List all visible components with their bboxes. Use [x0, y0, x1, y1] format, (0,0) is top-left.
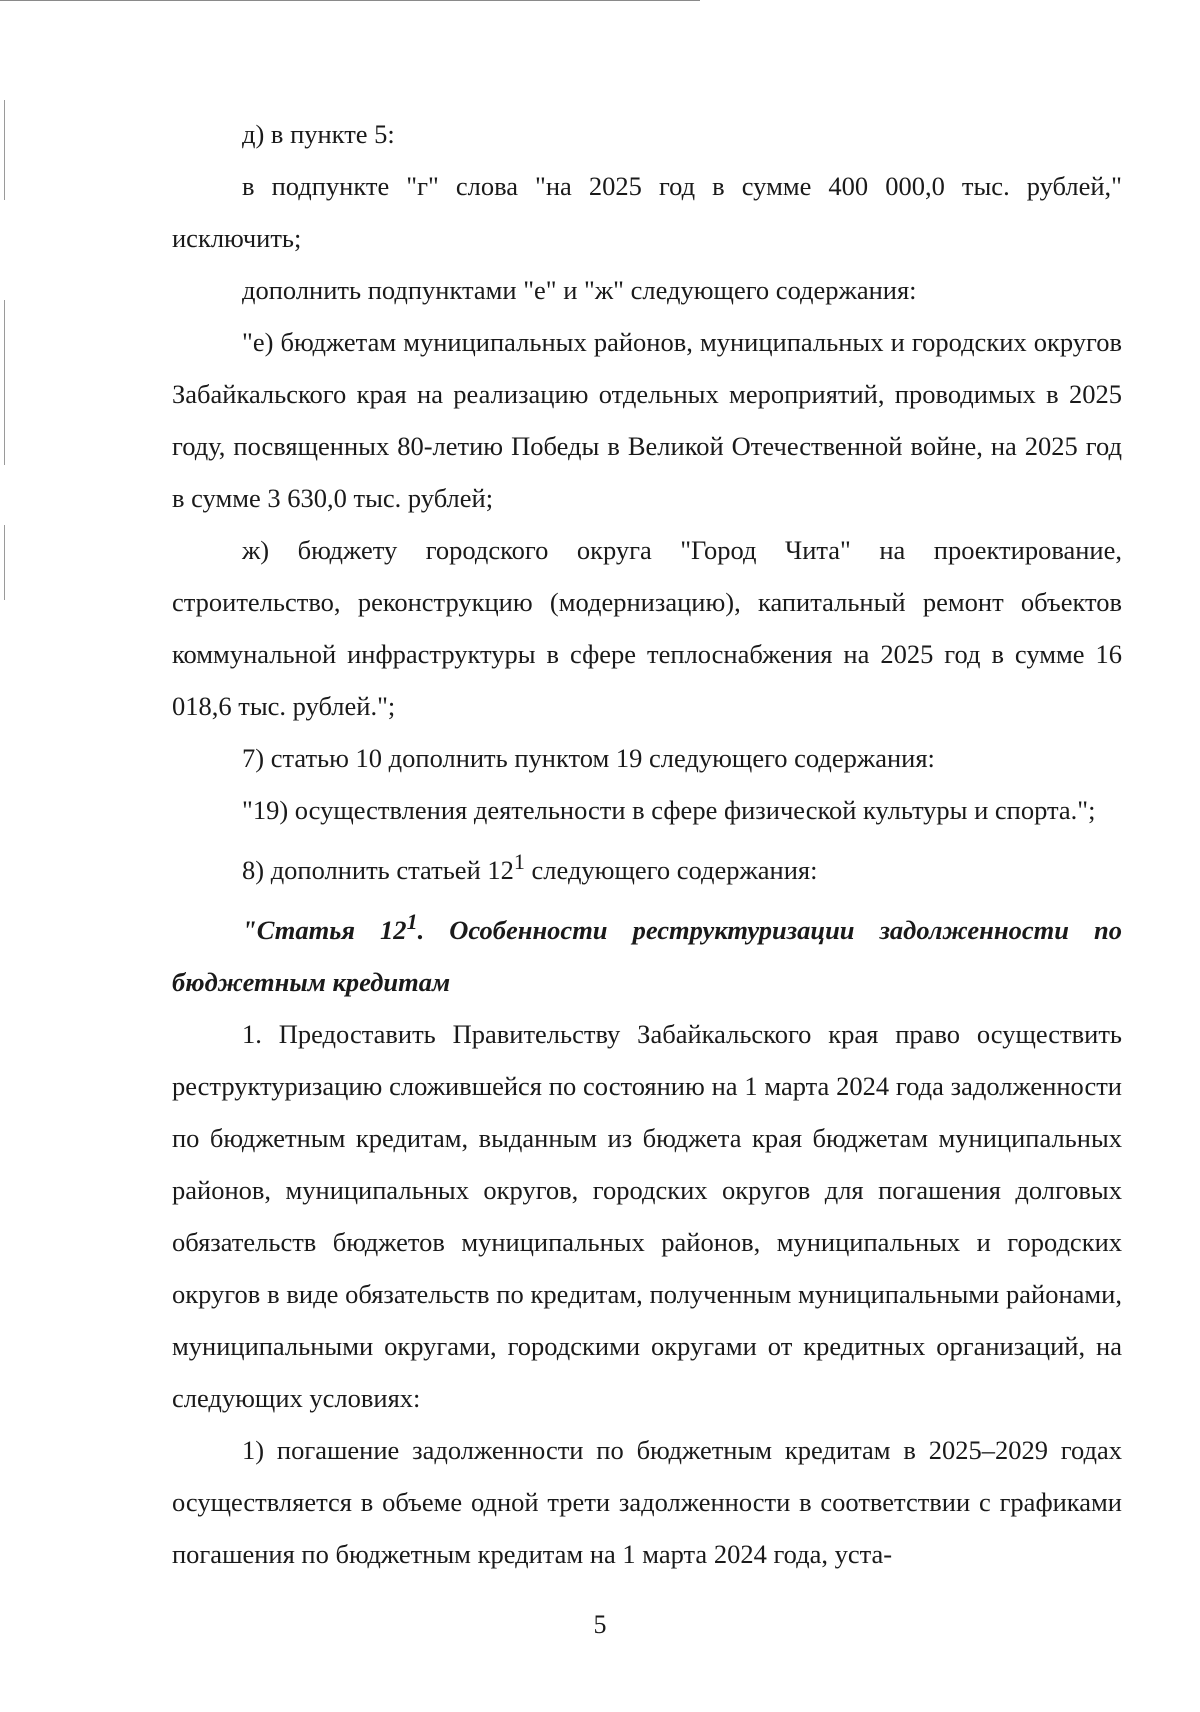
paragraph-text: 1) погашение задолженности по бюджетным кредитам в 2025–2029 годах осуществляется в объеме одной трети задолженности в соответствии с графиками погашения по бюджетным кредитам на 1 марта 2024 года, уста- [172, 1434, 1122, 1569]
paragraph-text: 1. Предоставить Правительству Забайкальского края право осуществить реструктуризацию сложившейся по состоянию на 1 марта 2024 года задолженности по бюджетным кредитам, выданным из бюджета края бюджетам муниципальных районов, муниципальных округов, городских округов для погашения долговых обязательств бюджетов муниципальных районов, муниципальных и городских округов в виде обязательств по кредитам, полученным муниципальными районами, муниципальными округами, городскими округами от кредитных организаций, на следующих условиях: [172, 1018, 1122, 1413]
paragraph-article-10 [172, 732, 1122, 784]
paragraph-subitem-zh [172, 524, 1122, 732]
page-number: 5 [593, 1610, 607, 1639]
paragraph-text: "е) бюджетам муниципальных районов, муниципальных и городских округов Забайкальского края на реализацию отдельных мероприятий, проводимых в 2025 году, посвященных 80-летию Победы в Великой Отечественной войне, на 2025 год в сумме 3 630,0 тыс. рублей; [172, 327, 1122, 513]
top-scan-rule [0, 0, 700, 1]
paragraph-text: дополнить подпунктами "е" и "ж" следующего содержания: [242, 275, 917, 305]
paragraph-article-12-1-intro [172, 836, 1122, 896]
paragraph-subitem-g [172, 160, 1122, 264]
scan-margin-mark [4, 525, 5, 600]
paragraph-text: 8) дополнить статьей 12 [242, 854, 514, 885]
heading-text: "Статья 12 [242, 914, 407, 945]
paragraph-text: в подпункте "г" слова "на 2025 год в сумме 400 000,0 тыс. рублей," исключить; [172, 171, 1122, 253]
paragraph-point-19 [172, 784, 1122, 836]
superscript: 1 [513, 849, 525, 874]
paragraph-text: ж) бюджету городского округа "Город Чита" на проектирование, строительство, реконструкцию (модернизацию), капитальный ремонт объектов коммунальной инфраструктуры в сфере теплоснабжения на 2025 год в сумме 16 018,6 тыс. рублей."; [172, 535, 1122, 721]
paragraph-add-subitems [172, 264, 1122, 316]
scan-margin-mark [4, 300, 5, 465]
paragraph-text: 7) статью 10 дополнить пунктом 19 следующего содержания: [242, 743, 935, 773]
heading-text: . Особенности реструктуризации задолженности по бюджетным кредитам [172, 914, 1122, 997]
paragraph-point-1 [172, 1008, 1122, 1424]
paragraph-item-d [172, 108, 1122, 160]
paragraph-text: д) в пункте 5: [242, 119, 395, 149]
scan-margin-mark [4, 100, 5, 200]
paragraph-text: следующего содержания: [524, 854, 818, 885]
superscript: 1 [406, 908, 418, 934]
paragraph-text: "19) осуществления деятельности в сфере физической культуры и спорта."; [242, 795, 1096, 825]
document-body [172, 108, 1122, 1580]
paragraph-subitem-e [172, 316, 1122, 524]
paragraph-subpoint-1 [172, 1424, 1122, 1580]
article-heading [172, 896, 1122, 1008]
